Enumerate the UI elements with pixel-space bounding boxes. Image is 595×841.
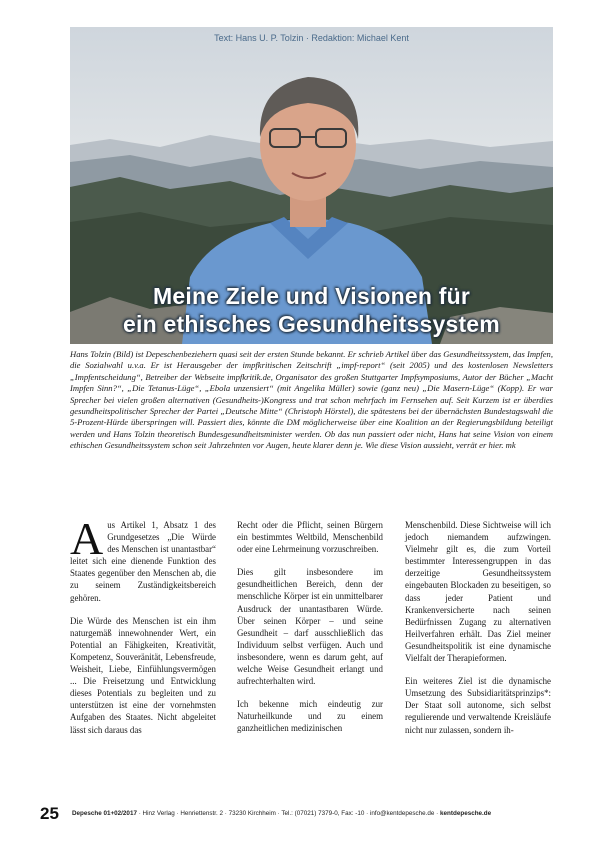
drop-cap: A bbox=[70, 513, 104, 564]
page-number: 25 bbox=[40, 804, 59, 823]
magazine-issue: Depesche 01+02/2017 bbox=[72, 810, 137, 817]
paragraph: Die Würde des Menschen ist ein ihm naturgemäß innewohnender Wert, ein Potential an Fähigkeiten, Kreativität, Kompetenz, Souveränität, Lebensfreude, Weisheit, Liebe, Einfühlungsvermögen ... Die Freisetzung und Entwicklung dieses Potentials zu begleiten und zu unterstützen ist eine der vornehmsten Aufgaben des Staates. Nicht abgeleitet lässt sich daraus das bbox=[70, 615, 216, 735]
paragraph: Ein weiteres Ziel ist die dynamische Umsetzung des Subsidiaritätsprinzips*: Der Staat soll autonome, sich selbst regulierende und verwaltende Kreisläufe nicht nur zulassen, sondern ih- bbox=[405, 676, 551, 735]
paragraph-text: us Artikel 1, Absatz 1 des Grundgesetzes „Die Würde des Menschen ist unantastbar“ leitet sich eine dienende Funktion des Staates gegenüber den Menschen ab, die zu seinem Zuständigkeitsbereich gehören. bbox=[70, 520, 216, 603]
page-footer bbox=[40, 806, 560, 822]
article-column-1 bbox=[70, 513, 216, 747]
intro-paragraph: Hans Tolzin (Bild) ist Depeschenbeziehern quasi seit der ersten Stunde bekannt. Er schrieb Artikel über das Gesundheitssystem, das Impfen, die Sozialwahl u.v.a. Er ist Herausgeber der impfkritischen Zeitschrift „impf-report“ (seit 2005) und des kostenlosen Newsletters „Impfentscheidung“, Betreiber der Webseite impfkritik.de, Organisator des großen Stuttgarter Impfsymposiums, Autor der Bücher „Macht Impfen Sinn?“, „Die Tetanus-Lüge“, „Ebola unzensiert“ (mit Angelika Müller) sowie (ganz neu) „Die Masern-Lüge“ (Kopp). Er war Sprecher bei vielen großen alternativen (Gesundheits-)Kongress und trat schon mehrfach im Fernsehen auf. Seit Kurzem ist er überdies gesundheitspolitischer Sprecher der Partei „Deutsche Mitte“ (Christoph Hörstel), die spätestens bei der übernächsten Bundestagswahl die 5-Prozent-Hürde überspringen will. Passiert dies, könnte die DM möglicherweise über eine Koalition an der Regierungsbildung beteiligt werden und Hans Tolzin theoretisch Bundesgesundheitsminister werden. Ob das nun passiert oder nicht, Hans hat seine Vision von einem ethischen Gesundheitssystem schon seit Jahrzehnten vor Augen, heute klarer denn je. Wie diese Vision aussieht, verrät er hier. mk bbox=[70, 349, 553, 451]
article-title-line-1: Meine Ziele und Visionen für bbox=[153, 283, 470, 309]
paragraph: Recht oder die Pflicht, seinen Bürgern ein bestimmtes Weltbild, Menschenbild oder eine Lehrmeinung vorzuschreiben. bbox=[237, 520, 383, 555]
paragraph: Dies gilt insbesondere im gesundheitlichen Bereich, denn der menschliche Körper ist ein unmittelbarer Ausdruck der unantastbaren Würde. Über seinen Körper – und seine Gesundheit – darf ausschließlich das Individuum selbst verfügen. Auch und insbesondere, wenn es darum geht, auf welche Weise Gesundheit erlangt und aufrechterhalten wird. bbox=[237, 567, 383, 687]
article-column-2 bbox=[237, 519, 383, 746]
website-link[interactable]: kentdepesche.de bbox=[440, 810, 492, 817]
article-column-3 bbox=[405, 519, 551, 747]
article-title-line-2: ein ethisches Gesundheitssystem bbox=[123, 311, 500, 337]
publisher-contact: · Hinz Verlag · Henriettenstr. 2 · 73230 Kirchheim · Tel.: (07021) 7379-0, Fax: -10 · info@kentdepesche.de · bbox=[136, 810, 441, 817]
hero-photo bbox=[70, 27, 553, 344]
paragraph: Menschenbild. Diese Sichtweise will ich jedoch niemandem aufzwingen. Vielmehr gilt es, die zum Vorteil bestimmter Interessengruppen in das derzeitige Gesundheitssystem eingebauten Blockaden zu beseitigen, so dass jeder Patient und Krankenversicherte nach seinen Bedürfnissen Zugang zu alternativen Heilverfahren erhält. Das Ziel meiner Gesundheitspolitik ist eine dynamische Vielfalt der Therapieformen. bbox=[405, 520, 551, 664]
paragraph bbox=[70, 513, 216, 604]
footer-info bbox=[72, 810, 491, 817]
author-credit: Text: Hans U. P. Tolzin · Redaktion: Michael Kent bbox=[214, 33, 409, 43]
paragraph: Ich bekenne mich eindeutig zur Naturheilkunde und zu einem ganzheitlichen medizinischen bbox=[237, 699, 383, 734]
